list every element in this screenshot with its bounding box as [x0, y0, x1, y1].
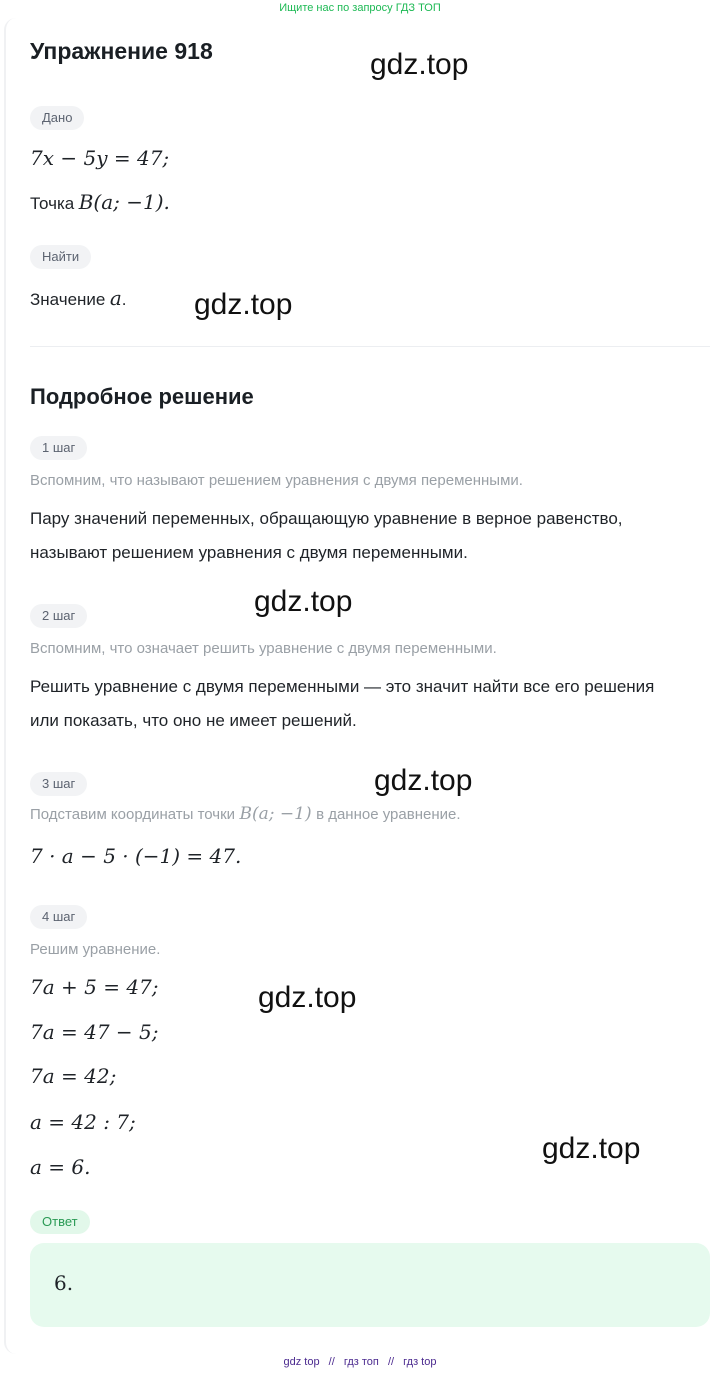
step-3-hint	[30, 804, 461, 824]
step-3-equation: 7 · a − 5 · (−1) = 47.	[30, 844, 242, 868]
step-4-equation-1: 7a + 5 = 47;	[30, 975, 159, 999]
step-1-line-2: называют решением уравнения с двумя переменными.	[30, 543, 468, 562]
watermark: gdz.top	[254, 585, 353, 618]
find-chip: Найти	[30, 245, 91, 269]
point-label: Точка	[30, 194, 75, 213]
step-2-line-2: или показать, что оно не имеет решений.	[30, 711, 357, 730]
step-1-hint: Вспомним, что называют решением уравнения с двумя переменными.	[30, 472, 523, 489]
step-4-hint: Решим уравнение.	[30, 941, 161, 958]
step-4-equation-4: a = 42 : 7;	[30, 1110, 136, 1134]
search-banner[interactable]: Ищите нас по запросу ГДЗ ТОП	[279, 2, 441, 14]
answer-value: 6.	[54, 1271, 74, 1295]
given-point	[30, 190, 170, 214]
step-4-equation-5: a = 6.	[30, 1155, 91, 1179]
find-text	[30, 286, 127, 310]
step-1-line-1: Пару значений переменных, обращающую уравнение в верное равенство,	[30, 509, 623, 528]
footer-links	[0, 1356, 720, 1368]
given-chip: Дано	[30, 106, 84, 130]
step-2-hint: Вспомним, что означает решить уравнение с двумя переменными.	[30, 640, 497, 657]
step-4-chip: 4 шаг	[30, 905, 87, 929]
find-suffix: .	[121, 290, 127, 309]
step-2-chip: 2 шаг	[30, 604, 87, 628]
watermark: gdz.top	[258, 981, 357, 1014]
page-title: Упражнение 918	[30, 38, 213, 64]
step-3-hint-prefix: Подставим координаты точки	[30, 806, 236, 823]
step-1-chip: 1 шаг	[30, 436, 87, 460]
watermark: gdz.top	[374, 764, 473, 797]
step-3-hint-suffix: в данное уравнение.	[316, 806, 461, 823]
footer-link-gdz-top-mixed[interactable]: гдз top	[403, 1356, 437, 1368]
step-2-line-1: Решить уравнение с двумя переменными — это значит найти все его решения	[30, 677, 655, 696]
step-3-hint-math: B(a; −1)	[239, 804, 312, 824]
answer-chip: Ответ	[30, 1210, 90, 1234]
find-var: a	[109, 286, 122, 310]
step-4-equation-3: 7a = 42;	[30, 1064, 117, 1088]
watermark: gdz.top	[542, 1132, 641, 1165]
answer-box	[30, 1243, 710, 1327]
given-equation: 7x − 5y = 47;	[30, 146, 170, 170]
point-math: B(a; −1).	[78, 190, 170, 214]
section-divider	[30, 346, 710, 347]
footer-separator: //	[328, 1356, 335, 1368]
footer-link-gdz-top-ru[interactable]: гдз топ	[343, 1356, 379, 1368]
solution-title: Подробное решение	[30, 384, 254, 409]
watermark: gdz.top	[370, 48, 469, 81]
footer-link-gdz-top[interactable]: gdz top	[283, 1356, 320, 1368]
watermark: gdz.top	[194, 288, 293, 321]
footer-separator: //	[387, 1356, 395, 1368]
find-label: Значение	[30, 290, 106, 309]
step-4-equation-2: 7a = 47 − 5;	[30, 1020, 159, 1044]
step-3-chip: 3 шаг	[30, 772, 87, 796]
